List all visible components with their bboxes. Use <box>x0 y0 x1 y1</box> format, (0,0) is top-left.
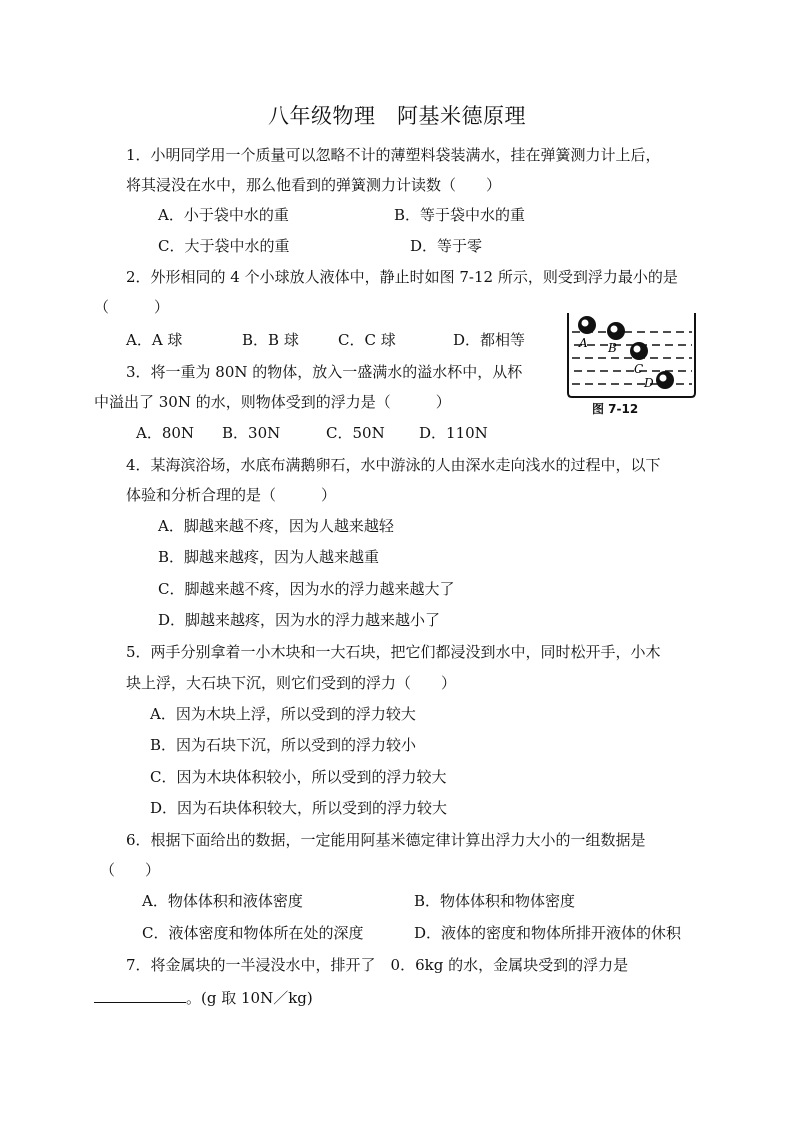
q2-stem: 2．外形相同的 4 个小球放人液体中，静止时如图 7-12 所示，则受到浮力最小的是 <box>126 268 678 286</box>
figure-label-a: A <box>579 336 588 350</box>
q5-option-b: B．因为石块下沉，所以受到的浮力较小 <box>150 736 417 754</box>
figure-label-c: C <box>634 362 644 376</box>
q4-stem-cont: 体验和分析合理的是（ ） <box>126 486 337 504</box>
q6-option-c: C．液体密度和物体所在处的深度 <box>142 924 364 942</box>
q7-answer-line <box>94 986 313 1008</box>
q6-option-d: D．液体的密度和物体所排开液体的休积 <box>414 924 682 942</box>
figure-caption: 图 7-12 <box>592 402 639 416</box>
figure-7-12 <box>564 305 699 415</box>
q6-stem-cont: （ ） <box>100 861 161 879</box>
q5-stem: 5．两手分别拿着一小木块和一大石块，把它们都浸没到水中，同时松开手，小木 <box>126 643 661 661</box>
q3-option-a: A．80N <box>136 424 195 442</box>
q5-option-d: D．因为石块体积较大，所以受到的浮力较大 <box>150 799 448 817</box>
q3-option-b: B．30N <box>222 424 281 442</box>
figure-label-d: D <box>644 376 654 390</box>
q7-stem-suffix: 。(g 取 10N／kg) <box>186 989 313 1007</box>
answer-blank[interactable] <box>94 986 186 1003</box>
q1-option-c: C．大于袋中水的重 <box>158 237 290 255</box>
q3-stem-cont: 中溢出了 30N 的水，则物体受到的浮力是（ ） <box>94 393 451 411</box>
q3-option-c: C．50N <box>326 424 385 442</box>
q2-option-b: B．B 球 <box>242 331 299 349</box>
q1-option-a: A．小于袋中水的重 <box>158 206 289 224</box>
q1-stem: 1．小明同学用一个质量可以忽略不计的薄塑料袋装满水，挂在弹簧测力计上后， <box>126 146 661 164</box>
q7-stem: 7．将金属块的一半浸没水中，排开了 0．6kg 的水，金属块受到的浮力是 <box>126 956 629 974</box>
q5-stem-cont: 块上浮，大石块下沉，则它们受到的浮力（ ） <box>126 674 457 692</box>
q1-stem-cont: 将其浸没在水中，那么他看到的弹簧测力计读数（ ） <box>126 176 502 194</box>
q2-option-a: A．A 球 <box>126 331 183 349</box>
q4-option-d: D．脚越来越疼，因为水的浮力越来越小了 <box>158 611 441 629</box>
q5-option-c: C．因为木块体积较小，所以受到的浮力较大 <box>150 768 447 786</box>
q6-option-a: A．物体体积和液体密度 <box>142 892 303 910</box>
q3-option-d: D．110N <box>419 424 488 442</box>
q2-stem-cont: （ ） <box>94 298 170 316</box>
q4-option-b: B．脚越来越疼，因为人越来越重 <box>158 548 380 566</box>
ball-a-icon <box>578 316 596 334</box>
q4-option-c: C．脚越来越不疼，因为水的浮力越来越大了 <box>158 580 455 598</box>
ball-d-icon <box>656 371 674 389</box>
q5-option-a: A．因为木块上浮，所以受到的浮力较大 <box>150 705 416 723</box>
page-title: 八年级物理 阿基米德原理 <box>268 104 526 128</box>
q4-stem: 4．某海滨浴场，水底布满鹅卵石，水中游泳的人由深水走向浅水的过程中，以下 <box>126 456 661 474</box>
figure-label-b: B <box>608 341 617 355</box>
q6-option-b: B．物体体积和物体密度 <box>414 892 576 910</box>
ball-c-icon <box>630 342 648 360</box>
q4-option-a: A．脚越来越不疼，因为人越来越轻 <box>158 517 394 535</box>
q2-option-c: C．C 球 <box>338 331 396 349</box>
q2-option-d: D．都相等 <box>453 331 526 349</box>
ball-b-icon <box>607 322 625 340</box>
q1-option-d: D．等于零 <box>410 237 483 255</box>
q1-option-b: B．等于袋中水的重 <box>394 206 526 224</box>
q3-stem: 3．将一重为 80N 的物体，放入一盛满水的溢水杯中，从杯 <box>126 363 523 381</box>
q6-stem: 6．根据下面给出的数据，一定能用阿基米德定律计算出浮力大小的一组数据是 <box>126 831 646 849</box>
